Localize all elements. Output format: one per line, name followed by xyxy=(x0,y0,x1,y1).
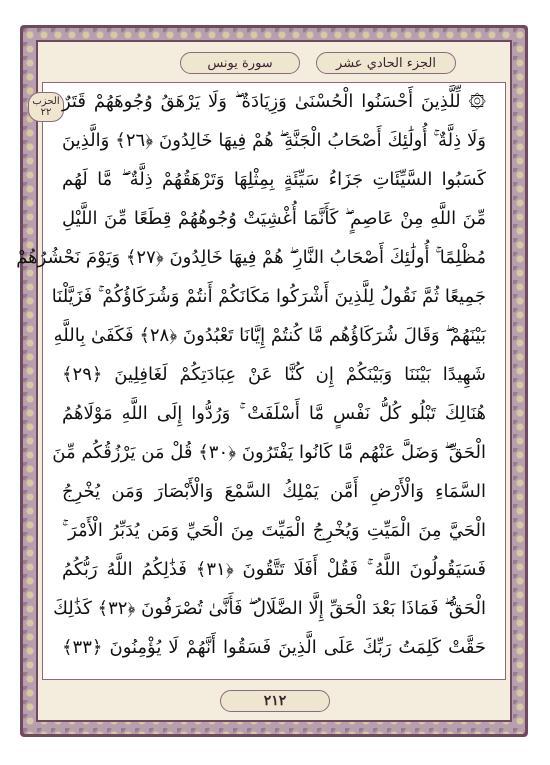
juz-label: الجزء الحادي عشر xyxy=(316,52,456,74)
text-line: فَسَيَقُولُونَ اللَّهُ ۚ فَقُلْ أَفَلَا تَتَّقُونَ ﴿٣١﴾ فَذَٰلِكُمُ اللَّهُ رَبُّكُمُ xyxy=(62,559,487,580)
hizb-marker xyxy=(28,92,64,122)
text-line: شَهِيدًا بَيْنَنَا وَبَيْنَكُمْ إِن كُنَّا عَنْ عِبَادَتِكُمْ لَغَافِلِينَ ﴿٢٩﴾ xyxy=(62,364,486,385)
text-line: كَسَبُوا السَّيِّئَاتِ جَزَاءُ سَيِّئَةٍ بِمِثْلِهَا وَتَرْهَقُهُمْ ذِلَّةٌ ۖ مَّا لَهُم xyxy=(62,169,486,190)
page-number: ٢١٢ xyxy=(220,690,330,712)
text-line: جَمِيعًا ثُمَّ نَقُولُ لِلَّذِينَ أَشْرَكُوا مَكَانَكُمْ أَنتُمْ وَشُرَكَاؤُكُمْ ۚ فَزَيَّلْنَا xyxy=(51,286,486,307)
text-line: الْحَقِّ ۖ وَضَلَّ عَنْهُم مَّا كَانُوا يَفْتَرُونَ ﴿٣٠﴾ قُلْ مَن يَرْزُقُكُم مِّنَ xyxy=(52,442,486,463)
hizb-label: الحزب xyxy=(32,96,60,107)
surah-label: سورة يونس xyxy=(180,52,300,74)
text-line: مُظْلِمًا ۚ أُولَٰئِكَ أَصْحَابُ النَّارِ ۖ هُمْ فِيهَا خَالِدُونَ ﴿٢٧﴾ وَيَوْمَ نَحْشُرُهُمْ xyxy=(16,247,486,268)
text-line: حَقَّتْ كَلِمَتُ رَبِّكَ عَلَى الَّذِينَ فَسَقُوا أَنَّهُمْ لَا يُؤْمِنُونَ ﴿٣٣﴾ xyxy=(62,637,486,658)
text-line: ۞ لِّلَّذِينَ أَحْسَنُوا الْحُسْنَىٰ وَزِيَادَةٌ ۖ وَلَا يَرْهَقُ وُجُوهَهُمْ قَتَرٌ xyxy=(62,91,486,112)
text-line: وَلَا ذِلَّةٌ ۚ أُولَٰئِكَ أَصْحَابُ الْجَنَّةِ ۖ هُمْ فِيهَا خَالِدُونَ ﴿٢٦﴾ وَالَّذِينَ xyxy=(62,130,487,151)
text-line: بَيْنَهُمْ ۖ وَقَالَ شُرَكَاؤُهُم مَّا كُنتُمْ إِيَّانَا تَعْبُدُونَ ﴿٢٨﴾ فَكَفَىٰ بِاللَّهِ xyxy=(53,325,486,346)
text-line: مِّنَ اللَّهِ مِنْ عَاصِمٍ ۖ كَأَنَّمَا أُغْشِيَتْ وُجُوهُهُمْ قِطَعًا مِّنَ اللَّيْلِ xyxy=(62,208,486,229)
text-line: الْحَيَّ مِنَ الْمَيِّتِ وَيُخْرِجُ الْمَيِّتَ مِنَ الْحَيِّ وَمَن يُدَبِّرُ الْأَمْرَ ۚ xyxy=(62,520,486,541)
text-line: السَّمَاءِ وَالْأَرْضِ أَمَّن يَمْلِكُ السَّمْعَ وَالْأَبْصَارَ وَمَن يُخْرِجُ xyxy=(62,481,486,502)
text-line: هُنَالِكَ تَبْلُو كُلُّ نَفْسٍ مَّا أَسْلَفَتْ ۚ وَرُدُّوا إِلَى اللَّهِ مَوْلَاهُمُ xyxy=(62,403,486,424)
hizb-number: ٢٢ xyxy=(40,107,52,118)
text-line: الْحَقُّ ۖ فَمَاذَا بَعْدَ الْحَقِّ إِلَّا الضَّلَالُ ۖ فَأَنَّىٰ تُصْرَفُونَ ﴿٣٢﴾ كَذَٰلِكَ xyxy=(53,598,486,619)
